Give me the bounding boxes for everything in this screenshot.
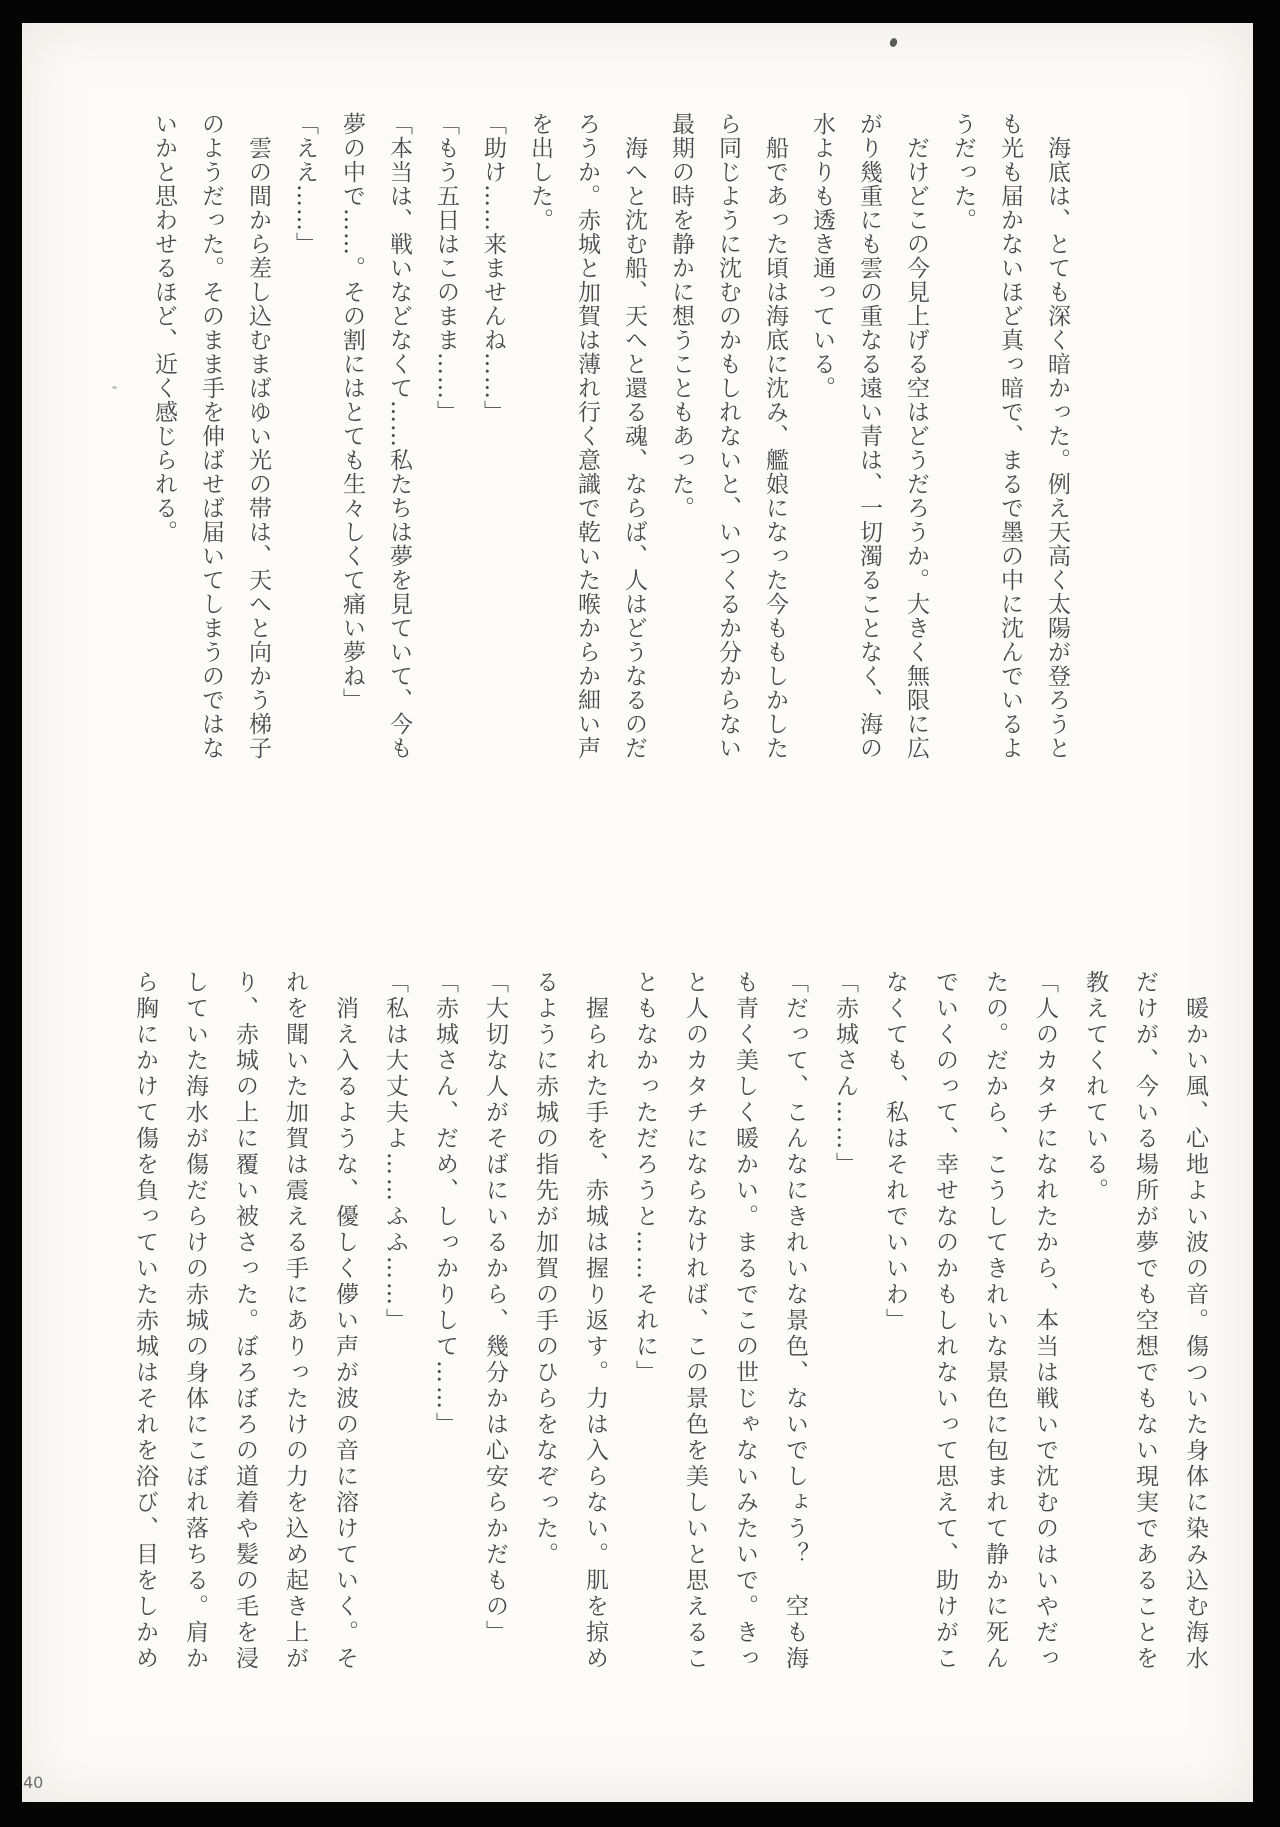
text-column: 教えてくれている。 xyxy=(1082,970,1108,1204)
text-column: 「赤城さん……」 xyxy=(832,970,858,1178)
book-page xyxy=(22,23,1253,1802)
text-column: していた海水が傷だらけの赤城の身体にこぼれ落ちる。肩か xyxy=(182,970,208,1672)
text-column: 海へと沈む船、天へと還る魂、ならば、人はどうなるのだ xyxy=(621,112,647,760)
text-column: だけが、今いる場所が夢でも空想でもない現実であることを xyxy=(1132,970,1158,1672)
text-column: いかと思わせるほど、近く感じられる。 xyxy=(151,112,177,544)
text-column: れを聞いた加賀は震える手にありったけの力を込め起き上が xyxy=(282,970,308,1672)
text-column: だけどこの今見上げる空はどうだろうか。大きく無限に広 xyxy=(903,112,929,760)
text-column: 海底は、とても深く暗かった。例え天高く太陽が登ろうと xyxy=(1044,112,1070,760)
text-column: うだった。 xyxy=(950,112,976,232)
text-column: を出した。 xyxy=(527,112,553,232)
text-column: 握られた手を、赤城は握り返す。力は入らない。肌を掠め xyxy=(582,970,608,1672)
text-column: 「私は大丈夫よ……ふふ……」 xyxy=(382,970,408,1334)
text-column: 「本当は、戦いなどなくて……私たちは夢を見ていて、今も xyxy=(386,112,412,760)
text-column: 暖かい風、心地よい波の音。傷ついた身体に染み込む海水 xyxy=(1182,970,1208,1672)
text-column: るように赤城の指先が加賀の手のひらをなぞった。 xyxy=(532,970,558,1568)
text-column: 夢の中で……。その割にはとても生々しくて痛い夢ね」 xyxy=(339,112,365,712)
text-column: も青く美しく暖かい。まるでこの世じゃないみたいで。きっ xyxy=(732,970,758,1672)
text-column: ら胸にかけて傷を負っていた赤城はそれを浴び、目をしかめ xyxy=(132,970,158,1672)
scan-speck xyxy=(112,386,117,389)
text-column: たの。だから、こうしてきれいな景色に包まれて静かに死ん xyxy=(982,970,1008,1672)
text-column: 最期の時を静かに想うこともあった。 xyxy=(668,112,694,520)
text-column: 「赤城さん、だめ、しっかりして……」 xyxy=(432,970,458,1438)
text-column: 船であった頃は海底に沈み、艦娘になった今ももしかした xyxy=(762,112,788,760)
scan-speck xyxy=(889,37,899,48)
text-column: 「人のカタチになれたから、本当は戦いで沈むのはいやだっ xyxy=(1032,970,1058,1672)
text-column: ともなかっただろうと……それに」 xyxy=(632,970,658,1386)
text-column: 「助け……来ませんね……」 xyxy=(480,112,506,424)
text-column: 「大切な人がそばにいるから、幾分かは心安らかだもの」 xyxy=(482,970,508,1646)
text-column: と人のカタチにならなければ、この景色を美しいと思えるこ xyxy=(682,970,708,1672)
text-column: も光も届かないほど真っ暗で、まるで墨の中に沈んでいるよ xyxy=(997,112,1023,760)
text-column: 消え入るような、優しく儚い声が波の音に溶けていく。そ xyxy=(332,970,358,1672)
text-column: でいくのって、幸せなのかもしれないって思えて、助けがこ xyxy=(932,970,958,1672)
text-column: 雲の間から差し込むまばゆい光の帯は、天へと向かう梯子 xyxy=(245,112,271,760)
text-column: 「だって、こんなにきれいな景色、ないでしょう？ 空も海 xyxy=(782,970,808,1672)
text-column: のようだった。そのまま手を伸ばせば届いてしまうのではな xyxy=(198,112,224,760)
text-block-top xyxy=(140,112,1080,792)
text-column: なくても、私はそれでいいわ」 xyxy=(882,970,908,1334)
text-block-bottom xyxy=(120,970,1220,1710)
text-column: 「ええ……」 xyxy=(292,112,318,256)
text-column: ろうか。赤城と加賀は薄れ行く意識で乾いた喉からか細い声 xyxy=(574,112,600,760)
text-column: 「もう五日はこのまま……」 xyxy=(433,112,459,424)
text-column: がり幾重にも雲の重なる遠い青は、一切濁ることなく、海の xyxy=(856,112,882,760)
text-column: り、赤城の上に覆い被さった。ぼろぼろの道着や髪の毛を浸 xyxy=(232,970,258,1672)
text-column: 水よりも透き通っている。 xyxy=(809,112,835,400)
page-number: 40 xyxy=(23,1773,44,1792)
text-column: ら同じように沈むのかもしれないと、いつくるか分からない xyxy=(715,112,741,760)
